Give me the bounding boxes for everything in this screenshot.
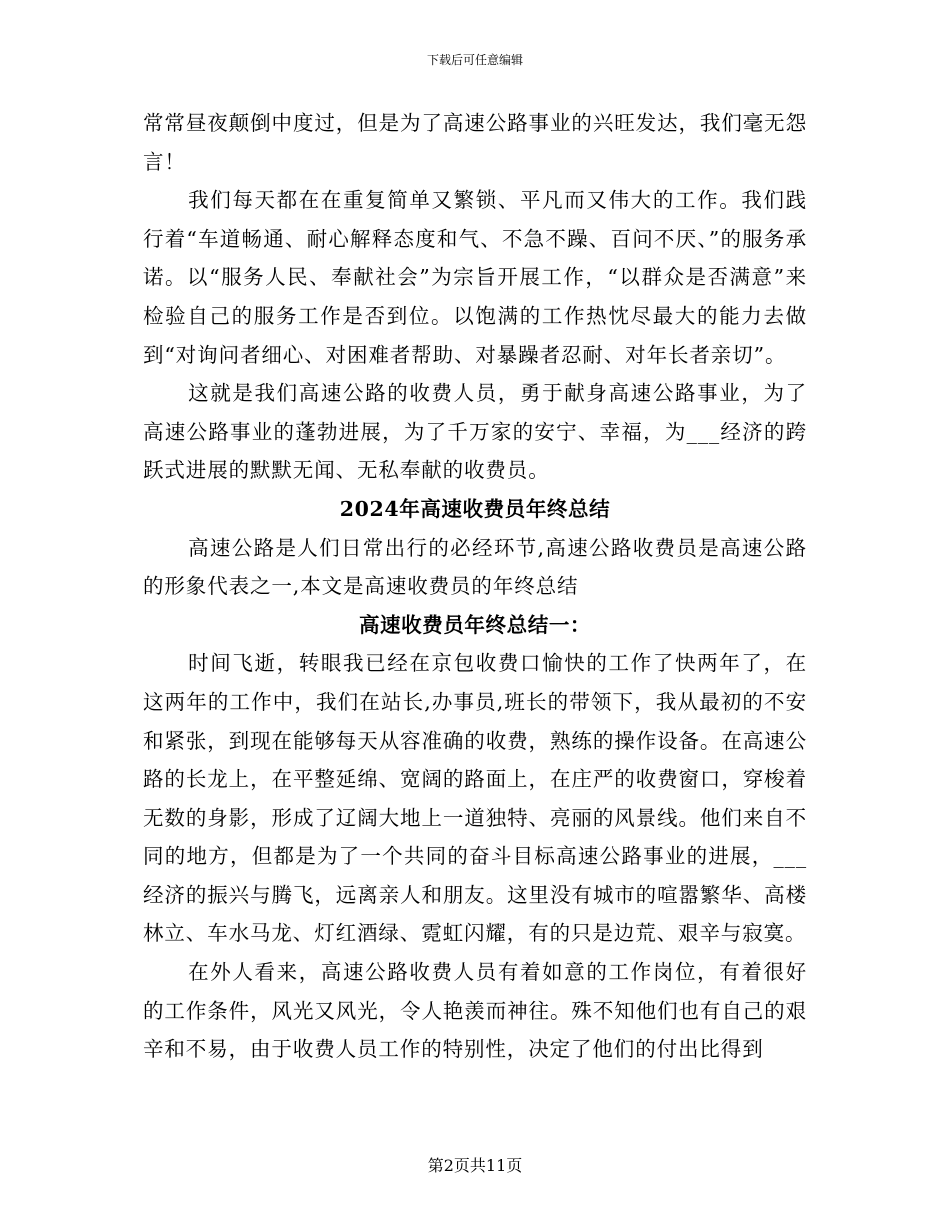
document-body — [143, 104, 807, 1069]
page-header: 下载后可任意编辑 — [426, 53, 523, 67]
paragraph-service-commitment: 我们每天都在在重复简单又繁锁、平凡而又伟大的工作。我们践行着“车道畅通、耐心解释态度和气、不急不躁、百问不厌、”的服务承诺。以“服务人民、奉献社会”为宗旨开展工作，“以群众是否满意”来检验自己的服务工作是否到位。以饱满的工作热忱尽最大的能力去做到“对询问者细心、对困难者帮助、对暴躁者忍耐、对年长者亲切”。 — [143, 188, 807, 367]
paragraph-time-flies: 时间飞逝，转眼我已经在京包收费口愉快的工作了快两年了，在这两年的工作中，我们在站长,办事员,班长的带领下，我从最初的不安和紧张，到现在能够每天从容准确的收费，熟练的操作设备。在高速公路的长龙上，在平整延绵、宽阔的路面上，在庄严的收费窗口，穿梭着无数的身影，形成了辽阔大地上一道独特、亮丽的风景线。他们来自不同的地方，但都是为了一个共同的奋斗目标高速公路事业的进展，___经济的振兴与腾飞，远离亲人和朋友。这里没有城市的喧嚣繁华、高楼林立、车水马龙、灯红酒绿、霓虹闪耀，有的只是边荒、艰辛与寂寞。 — [143, 651, 807, 946]
document-title: 2024年高速收费员年终总结 — [339, 496, 611, 521]
paragraph-toll-staff: 这就是我们高速公路的收费人员，勇于献身高速公路事业，为了高速公路事业的蓬勃进展，为了千万家的安宁、幸福，为___经济的跨跃式进展的默默无闻、无私奉献的收费员。 — [143, 381, 807, 483]
paragraph-continuation: 常常昼夜颠倒中度过，但是为了高速公路事业的兴旺发达，我们毫无怨言！ — [143, 111, 807, 174]
section-heading: 高速收费员年终总结一： — [358, 612, 592, 637]
page-number: 第2页共11页 — [427, 1156, 523, 1175]
paragraph-introduction: 高速公路是人们日常出行的必经环节,高速公路收费员是高速公路的形象代表之一,本文是高速收费员的年终总结 — [143, 535, 807, 599]
paragraph-outsider-view: 在外人看来，高速公路收费人员有着如意的工作岗位，有着很好的工作条件，风光又风光，令人艳羡而神往。殊不知他们也有自己的艰辛和不易，由于收费人员工作的特别性，决定了他们的付出比得到 — [143, 960, 807, 1062]
